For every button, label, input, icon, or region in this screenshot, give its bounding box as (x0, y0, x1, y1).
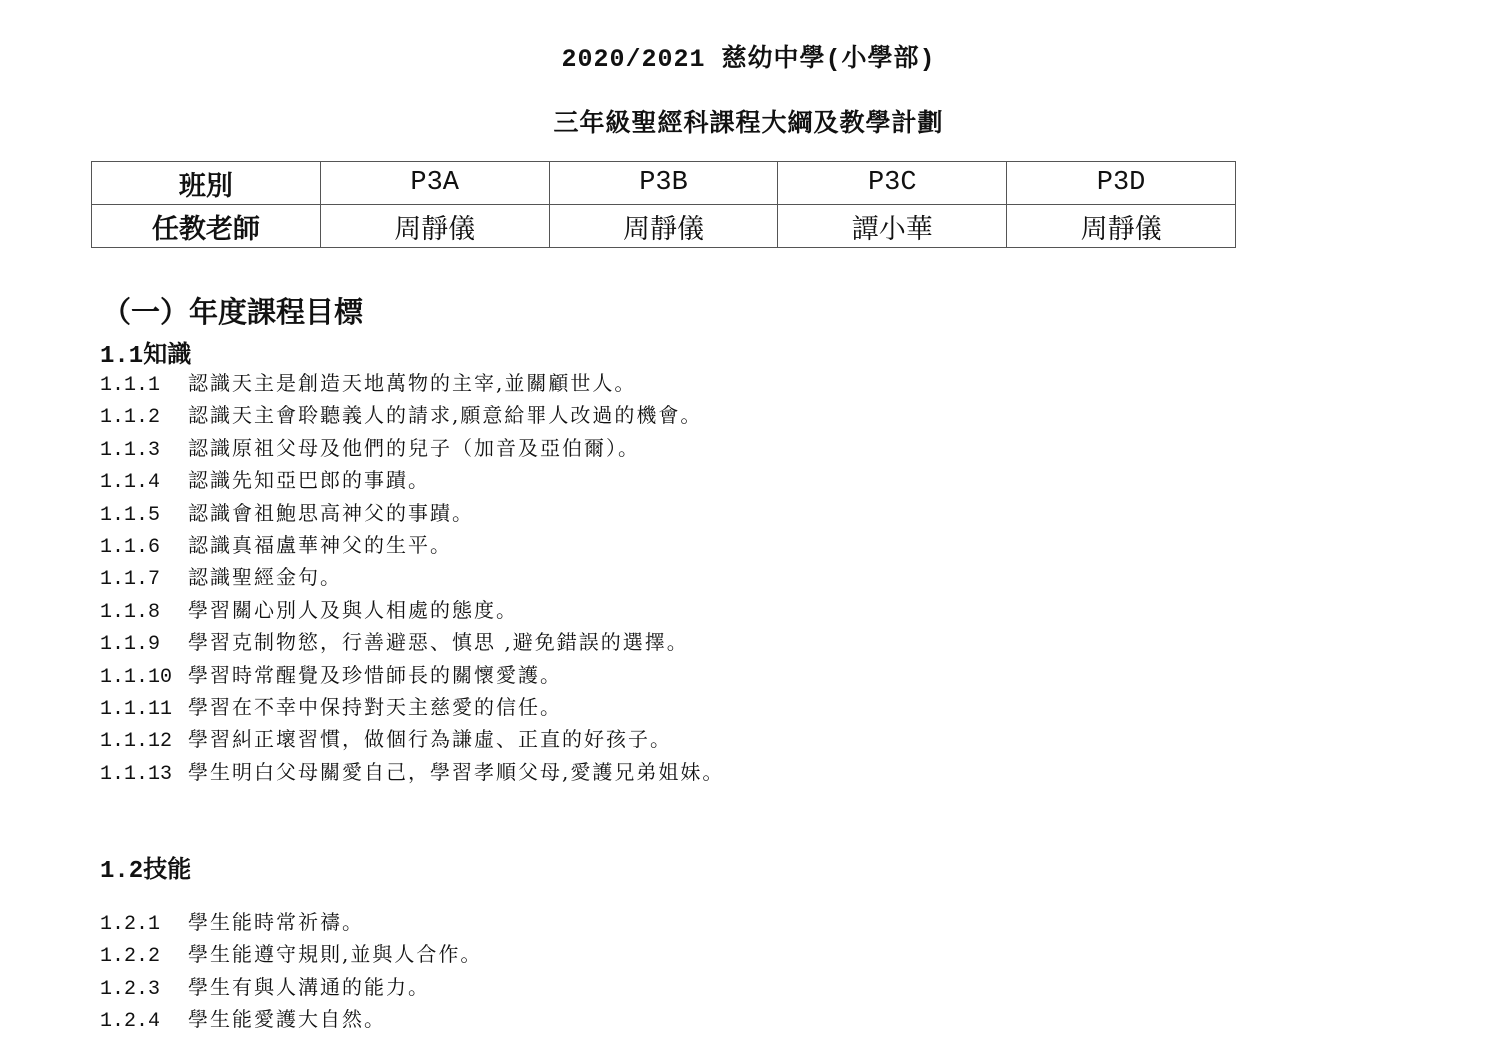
item-number: 1.1.9 (100, 633, 161, 657)
item-text: 認識真福盧華神父的生平。 (188, 532, 452, 557)
item-number: 1.1.12 (100, 730, 173, 754)
teacher-cell-p3a: 周靜儀 (320, 205, 549, 248)
item-number: 1.1.3 (100, 438, 161, 462)
class-cell-p3b: P3B (549, 162, 778, 205)
item-number: 1.1.1 (100, 374, 161, 397)
item-text: 學習時常醒覺及珍惜師長的關懷愛護。 (188, 662, 562, 687)
item-number: 1.2.1 (100, 913, 161, 936)
subsection-label: 技能 (143, 854, 192, 883)
list-item (100, 561, 724, 593)
list-item (100, 497, 724, 529)
item-number: 1.1.5 (100, 503, 161, 527)
item-number: 1.2.4 (100, 1010, 161, 1034)
item-text: 認識聖經金句。 (188, 565, 342, 590)
class-teacher-table (91, 161, 1236, 248)
teacher-header-cell: 任教老師 (92, 205, 321, 248)
item-number: 1.1.10 (100, 665, 173, 689)
table-row-teacher (92, 205, 1236, 248)
teacher-cell-p3b: 周靜儀 (549, 205, 778, 248)
item-number: 1.1.2 (100, 406, 161, 430)
item-text: 認識天主會聆聽義人的請求,願意給罪人改過的機會。 (188, 403, 703, 428)
item-text: 認識會祖鮑思高神父的事蹟。 (188, 500, 474, 525)
list-item (100, 464, 724, 496)
item-text: 學生有與人溝通的能力。 (188, 974, 430, 999)
item-text: 學習關心別人及與人相處的態度。 (188, 597, 518, 622)
subsection-skills-heading (100, 849, 191, 885)
class-cell-p3c: P3C (778, 162, 1007, 205)
list-item (100, 529, 724, 561)
list-item (100, 906, 482, 938)
item-text: 認識原祖父母及他們的兒子（加音及亞伯爾）。 (188, 435, 640, 460)
class-cell-p3a: P3A (320, 162, 549, 205)
list-item (100, 659, 724, 691)
subsection-label: 知識 (143, 339, 192, 368)
item-text: 學生能愛護大自然。 (188, 1007, 386, 1032)
list-item (100, 756, 724, 788)
list-item (100, 971, 482, 1003)
item-number: 1.2.3 (100, 977, 161, 1001)
item-number: 1.1.13 (100, 762, 173, 786)
item-text: 認識天主是創造天地萬物的主宰,並關顧世人。 (188, 371, 637, 395)
class-cell-p3d: P3D (1007, 162, 1236, 205)
class-header-cell: 班別 (92, 162, 321, 205)
list-item (100, 1003, 482, 1035)
item-text: 學生能遵守規則,並與人合作。 (188, 942, 483, 967)
list-item (100, 691, 724, 723)
knowledge-list (100, 367, 724, 788)
subsection-knowledge-heading (100, 334, 191, 370)
teacher-cell-p3d: 周靜儀 (1007, 205, 1236, 248)
teacher-cell-p3c: 譚小華 (778, 205, 1007, 248)
item-text: 學生能時常祈禱。 (188, 910, 364, 934)
item-text: 學習在不幸中保持對天主慈愛的信任。 (188, 694, 562, 719)
item-number: 1.1.4 (100, 471, 161, 495)
item-number: 1.1.6 (100, 535, 161, 559)
list-item (100, 399, 724, 431)
item-text: 學習克制物慾，行善避惡、慎思 ,避免錯誤的選擇。 (188, 630, 689, 655)
item-number: 1.2.2 (100, 945, 161, 969)
list-item (100, 723, 724, 755)
list-item (100, 938, 482, 970)
subsection-number: 1.2 (100, 858, 144, 885)
item-text: 認識先知亞巴郎的事蹟。 (188, 468, 430, 493)
list-item (100, 594, 724, 626)
list-item (100, 626, 724, 658)
item-number: 1.1.7 (100, 568, 161, 592)
item-text: 學生明白父母關愛自己，學習孝順父母,愛護兄弟姐妹。 (188, 759, 725, 784)
subsection-number: 1.1 (100, 343, 144, 370)
item-text: 學習糾正壞習慣，做個行為謙虛、正直的好孩子。 (188, 727, 672, 752)
document-title: 三年級聖經科課程大綱及教學計劃 (553, 108, 944, 137)
skills-list (100, 906, 482, 1036)
item-number: 1.1.11 (100, 697, 173, 721)
section-heading: （一）年度課程目標 (102, 295, 364, 329)
list-item (100, 367, 724, 399)
school-title: 2020/2021 慈幼中學(小學部) (561, 45, 936, 74)
item-number: 1.1.8 (100, 600, 161, 624)
table-row-class (92, 162, 1236, 205)
list-item (100, 432, 724, 464)
